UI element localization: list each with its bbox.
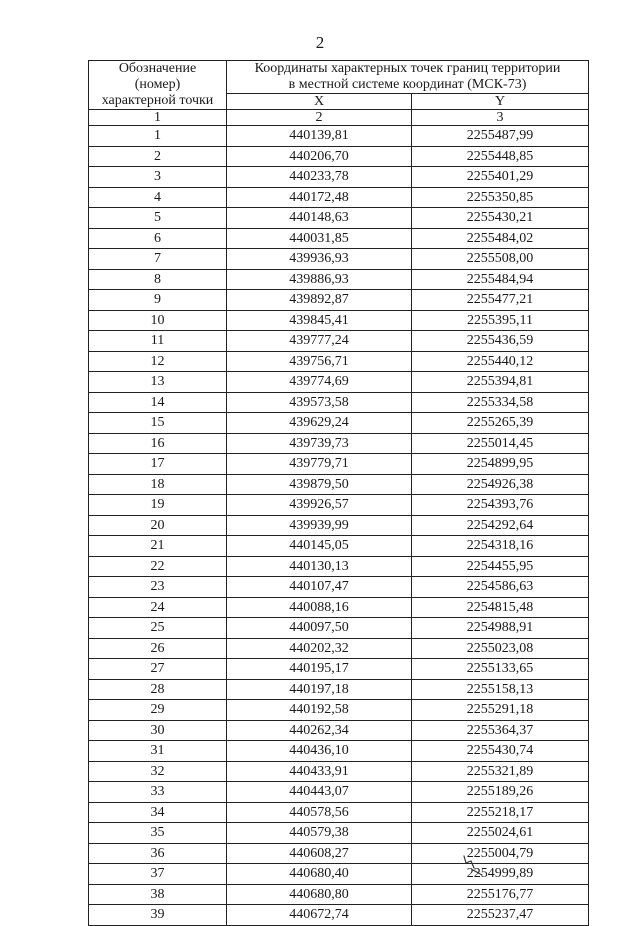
point-number-cell: 2	[89, 146, 227, 167]
x-coordinate-cell: 439879,50	[227, 474, 412, 495]
handwritten-mark	[458, 852, 488, 880]
table-row	[89, 208, 589, 229]
y-coordinate-cell: 2254999,89	[412, 864, 589, 885]
table-row	[89, 146, 589, 167]
point-number-cell: 20	[89, 515, 227, 536]
point-number-cell: 9	[89, 290, 227, 311]
y-coordinate-cell: 2255237,47	[412, 905, 589, 926]
y-coordinate-cell: 2255484,02	[412, 228, 589, 249]
point-number-cell: 8	[89, 269, 227, 290]
point-number-cell: 16	[89, 433, 227, 454]
y-coordinate-cell: 2255291,18	[412, 700, 589, 721]
x-coordinate-cell: 440088,16	[227, 597, 412, 618]
y-coordinate-cell: 2254586,63	[412, 577, 589, 598]
y-coordinate-cell: 2255334,58	[412, 392, 589, 413]
y-coordinate-cell: 2255176,77	[412, 884, 589, 905]
point-number-cell: 7	[89, 249, 227, 270]
y-coordinate-cell: 2255014,45	[412, 433, 589, 454]
x-coordinate-cell: 440680,40	[227, 864, 412, 885]
x-coordinate-cell: 440097,50	[227, 618, 412, 639]
x-coordinate-cell: 440262,34	[227, 720, 412, 741]
point-number-cell: 22	[89, 556, 227, 577]
y-coordinate-cell: 2255484,94	[412, 269, 589, 290]
table-row	[89, 761, 589, 782]
x-coordinate-cell: 439756,71	[227, 351, 412, 372]
point-number-cell: 18	[89, 474, 227, 495]
table-row	[89, 659, 589, 680]
x-coordinate-cell: 440172,48	[227, 187, 412, 208]
point-number-cell: 34	[89, 802, 227, 823]
x-coordinate-cell: 440202,32	[227, 638, 412, 659]
column-number: 3	[412, 110, 589, 126]
y-coordinate-cell: 2255189,26	[412, 782, 589, 803]
y-coordinate-cell: 2255440,12	[412, 351, 589, 372]
point-number-cell: 31	[89, 741, 227, 762]
y-coordinate-cell: 2255158,13	[412, 679, 589, 700]
y-coordinate-cell: 2254318,16	[412, 536, 589, 557]
table-row	[89, 413, 589, 434]
y-coordinate-cell: 2255487,99	[412, 126, 589, 147]
table-row	[89, 126, 589, 147]
y-coordinate-cell: 2254815,48	[412, 597, 589, 618]
point-number-cell: 32	[89, 761, 227, 782]
point-number-cell: 4	[89, 187, 227, 208]
point-number-cell: 1	[89, 126, 227, 147]
point-number-cell: 25	[89, 618, 227, 639]
point-number-cell: 21	[89, 536, 227, 557]
y-coordinate-cell: 2255350,85	[412, 187, 589, 208]
y-coordinate-cell: 2254899,95	[412, 454, 589, 475]
point-number-cell: 37	[89, 864, 227, 885]
column-number: 1	[89, 110, 227, 126]
x-coordinate-cell: 440148,63	[227, 208, 412, 229]
point-number-cell: 3	[89, 167, 227, 188]
table-row	[89, 515, 589, 536]
x-coordinate-cell: 439926,57	[227, 495, 412, 516]
point-number-cell: 27	[89, 659, 227, 680]
point-number-cell: 5	[89, 208, 227, 229]
x-coordinate-cell: 439939,99	[227, 515, 412, 536]
point-header-line: (номер)	[134, 77, 181, 92]
table-row	[89, 843, 589, 864]
point-number-cell: 28	[89, 679, 227, 700]
table-row	[89, 351, 589, 372]
y-column-header: Y	[412, 94, 589, 110]
table-row	[89, 905, 589, 926]
point-number-cell: 11	[89, 331, 227, 352]
y-coordinate-cell: 2254393,76	[412, 495, 589, 516]
table-row	[89, 310, 589, 331]
x-column-header: X	[227, 94, 412, 110]
y-coordinate-cell: 2255401,29	[412, 167, 589, 188]
table-row	[89, 372, 589, 393]
table-row	[89, 782, 589, 803]
table-row	[89, 802, 589, 823]
point-number-cell: 23	[89, 577, 227, 598]
y-coordinate-cell: 2254988,91	[412, 618, 589, 639]
y-coordinate-cell: 2255430,74	[412, 741, 589, 762]
x-coordinate-cell: 440195,17	[227, 659, 412, 680]
point-header-line: Обозначение	[118, 61, 197, 76]
x-coordinate-cell: 439573,58	[227, 392, 412, 413]
y-coordinate-cell: 2254926,38	[412, 474, 589, 495]
x-coordinate-cell: 440680,80	[227, 884, 412, 905]
table-row	[89, 741, 589, 762]
table-row	[89, 638, 589, 659]
y-coordinate-cell: 2255024,61	[412, 823, 589, 844]
x-coordinate-cell: 439892,87	[227, 290, 412, 311]
x-coordinate-cell: 439629,24	[227, 413, 412, 434]
point-number-cell: 19	[89, 495, 227, 516]
x-coordinate-cell: 440433,91	[227, 761, 412, 782]
table-row	[89, 433, 589, 454]
y-coordinate-cell: 2255321,89	[412, 761, 589, 782]
table-row	[89, 495, 589, 516]
x-coordinate-cell: 440672,74	[227, 905, 412, 926]
x-coordinate-cell: 439774,69	[227, 372, 412, 393]
x-coordinate-cell: 439777,24	[227, 331, 412, 352]
x-coordinate-cell: 439779,71	[227, 454, 412, 475]
point-number-cell: 10	[89, 310, 227, 331]
y-coordinate-cell: 2255394,81	[412, 372, 589, 393]
table-row	[89, 474, 589, 495]
table-row	[89, 228, 589, 249]
point-number-cell: 33	[89, 782, 227, 803]
table-row	[89, 556, 589, 577]
y-coordinate-cell: 2255477,21	[412, 290, 589, 311]
y-coordinate-cell: 2255395,11	[412, 310, 589, 331]
y-coordinate-cell: 2255023,08	[412, 638, 589, 659]
x-coordinate-cell: 439936,93	[227, 249, 412, 270]
x-coordinate-cell: 439739,73	[227, 433, 412, 454]
point-header-line: характерной точки	[101, 93, 214, 108]
y-coordinate-cell: 2255508,00	[412, 249, 589, 270]
table-row	[89, 454, 589, 475]
table-row	[89, 884, 589, 905]
y-coordinate-cell: 2255133,65	[412, 659, 589, 680]
column-number: 2	[227, 110, 412, 126]
y-coordinate-cell: 2255004,79	[412, 843, 589, 864]
coordinates-header	[227, 61, 589, 94]
y-coordinate-cell: 2255430,21	[412, 208, 589, 229]
table-row	[89, 700, 589, 721]
x-coordinate-cell: 440436,10	[227, 741, 412, 762]
table-row	[89, 597, 589, 618]
table-row	[89, 269, 589, 290]
y-coordinate-cell: 2255218,17	[412, 802, 589, 823]
x-coordinate-cell: 439886,93	[227, 269, 412, 290]
table-row	[89, 577, 589, 598]
table-row	[89, 536, 589, 557]
y-coordinate-cell: 2254455,95	[412, 556, 589, 577]
page-number: 2	[315, 33, 325, 52]
y-coordinate-cell: 2255364,37	[412, 720, 589, 741]
x-coordinate-cell: 440130,13	[227, 556, 412, 577]
point-number-cell: 6	[89, 228, 227, 249]
point-number-cell: 29	[89, 700, 227, 721]
x-coordinate-cell: 440107,47	[227, 577, 412, 598]
point-number-cell: 24	[89, 597, 227, 618]
table-row	[89, 167, 589, 188]
coordinates-header-line: в местной системе координат (МСК-73)	[288, 77, 527, 92]
coordinates-header-line: Координаты характерных точек границ территории	[254, 61, 561, 76]
point-number-cell: 30	[89, 720, 227, 741]
point-designation-header	[89, 61, 227, 110]
x-coordinate-cell: 440145,05	[227, 536, 412, 557]
point-number-cell: 12	[89, 351, 227, 372]
x-coordinate-cell: 440031,85	[227, 228, 412, 249]
x-coordinate-cell: 440197,18	[227, 679, 412, 700]
point-number-cell: 39	[89, 905, 227, 926]
point-number-cell: 15	[89, 413, 227, 434]
y-coordinate-cell: 2255265,39	[412, 413, 589, 434]
table-row	[89, 392, 589, 413]
table-row	[89, 864, 589, 885]
x-coordinate-cell: 440578,56	[227, 802, 412, 823]
x-coordinate-cell: 440192,58	[227, 700, 412, 721]
x-coordinate-cell: 440233,78	[227, 167, 412, 188]
table-row	[89, 720, 589, 741]
coordinates-table	[88, 60, 589, 926]
x-coordinate-cell: 440579,38	[227, 823, 412, 844]
y-coordinate-cell: 2255436,59	[412, 331, 589, 352]
table-row	[89, 823, 589, 844]
table-row	[89, 249, 589, 270]
point-number-cell: 36	[89, 843, 227, 864]
point-number-cell: 35	[89, 823, 227, 844]
x-coordinate-cell: 440206,70	[227, 146, 412, 167]
x-coordinate-cell: 440443,07	[227, 782, 412, 803]
table-row	[89, 679, 589, 700]
y-coordinate-cell: 2254292,64	[412, 515, 589, 536]
point-number-cell: 13	[89, 372, 227, 393]
table-row	[89, 290, 589, 311]
point-number-cell: 26	[89, 638, 227, 659]
table-row	[89, 618, 589, 639]
x-coordinate-cell: 439845,41	[227, 310, 412, 331]
x-coordinate-cell: 440608,27	[227, 843, 412, 864]
table-row	[89, 331, 589, 352]
point-number-cell: 14	[89, 392, 227, 413]
point-number-cell: 17	[89, 454, 227, 475]
y-coordinate-cell: 2255448,85	[412, 146, 589, 167]
point-number-cell: 38	[89, 884, 227, 905]
x-coordinate-cell: 440139,81	[227, 126, 412, 147]
table-row	[89, 187, 589, 208]
